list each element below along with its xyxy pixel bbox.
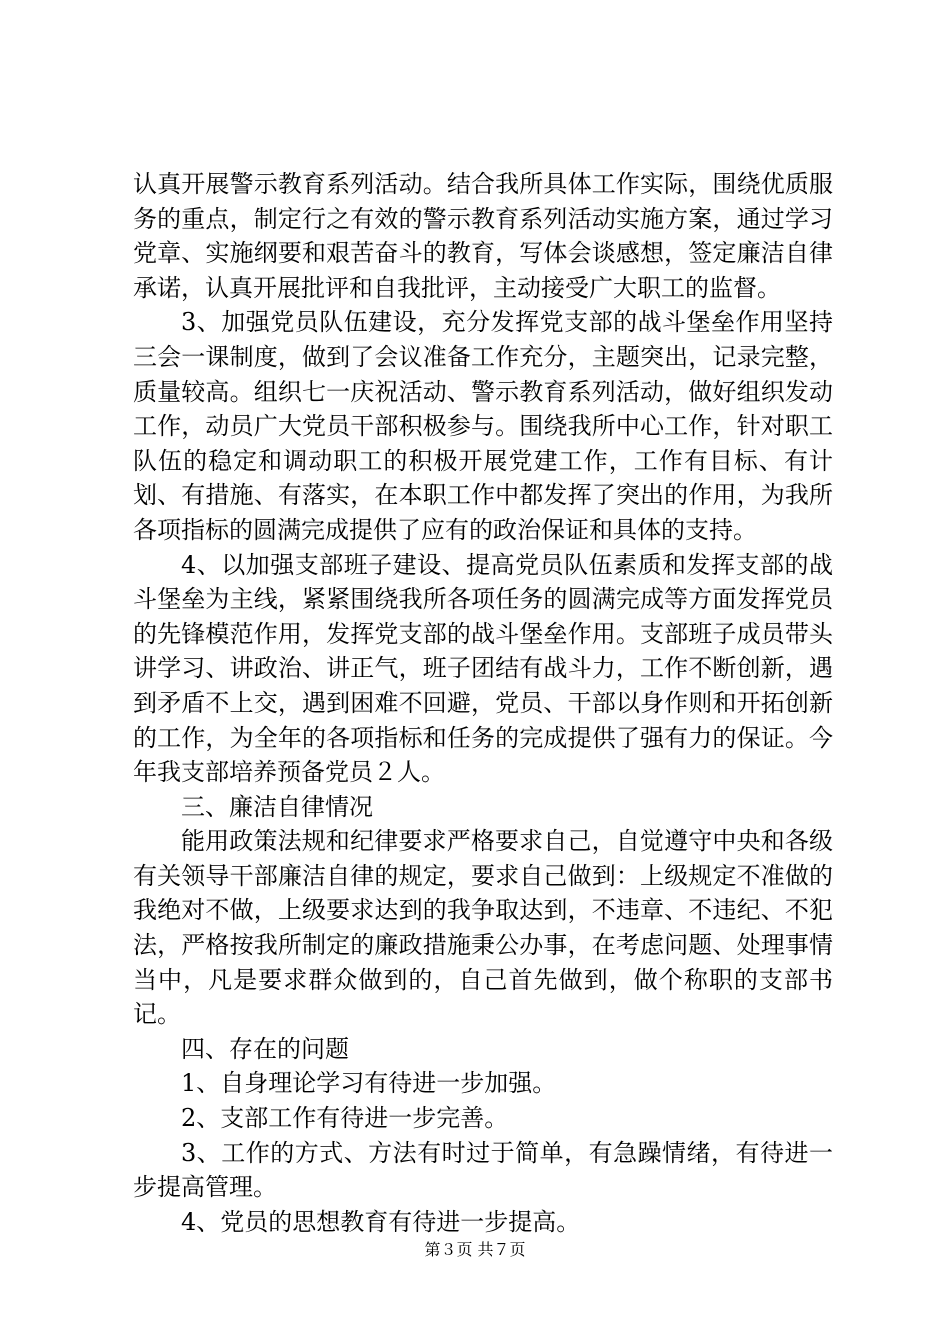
problem-item-4: 4、党员的思想教育有待进一步提高。 — [181, 1207, 581, 1236]
section-heading-problems: 四、存在的问题 — [181, 1034, 349, 1063]
paragraph-integrity-self-discipline: 能用政策法规和纪律要求严格要求自己，自觉遵守中央和各级有关领导干部廉洁自律的规定，要求自己做到：上级规定不准做的我绝对不做，上级要求达到的我争取达到，不违章、不违纪、不犯法，严格按我所制定的廉政措施秉公办事，在考虑问题、处理事情当中，凡是要求群众做到的，自己首先做到，做个称职的支部书记。 — [133, 827, 833, 1029]
paragraph-item-4-branch-leadership: 4、以加强支部班子建设、提高党员队伍素质和发挥支部的战斗堡垒为主线，紧紧围绕我所各项任务的圆满完成等方面发挥党员的先锋模范作用，发挥党支部的战斗堡垒作用。支部班子成员带头讲学习、讲政治、讲正气，班子团结有战斗力，工作不断创新，遇到矛盾不上交，遇到困难不回避，党员、干部以身作则和开拓创新的工作，为全年的各项指标和任务的完成提供了强有力的保证。今年我支部培养预备党员２人。 — [133, 550, 833, 787]
page-footer: 第３页 共７页 — [424, 1240, 526, 1259]
section-heading-integrity: 三、廉洁自律情况 — [181, 792, 373, 821]
document-body — [133, 167, 833, 1239]
problem-item-3: 3、工作的方式、方法有时过于简单，有急躁情绪，有待进一步提高管理。 — [133, 1138, 833, 1202]
paragraph-item-3-team-building: 3、加强党员队伍建设，充分发挥党支部的战斗堡垒作用坚持三会一课制度，做到了会议准备工作充分，主题突出，记录完整，质量较高。组织七一庆祝活动、警示教育系列活动，做好组织发动工作，动员广大党员干部积极参与。围绕我所中心工作，针对职工队伍的稳定和调动职工的积极开展党建工作，工作有目标、有计划、有措施、有落实，在本职工作中都发挥了突出的作用，为我所各项指标的圆满完成提供了应有的政治保证和具体的支持。 — [133, 308, 833, 544]
problem-item-1: 1、自身理论学习有待进一步加强。 — [181, 1069, 557, 1098]
problem-item-2: 2、支部工作有待进一步完善。 — [181, 1104, 509, 1133]
paragraph-warning-education: 认真开展警示教育系列活动。结合我所具体工作实际，围绕优质服务的重点，制定行之有效的警示教育系列活动实施方案，通过学习党章、实施纲要和艰苦奋斗的教育，写体会谈感想，签定廉洁自律承诺，认真开展批评和自我批评，主动接受广大职工的监督。 — [133, 170, 833, 302]
